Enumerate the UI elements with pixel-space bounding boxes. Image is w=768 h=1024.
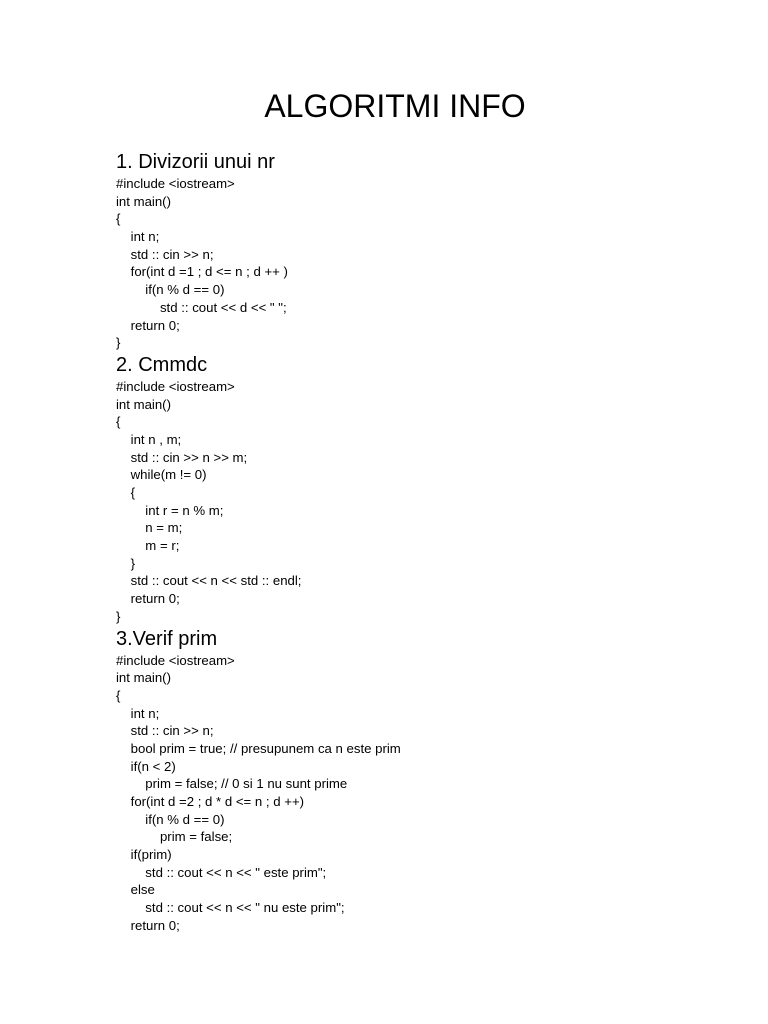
code-line: std :: cout << n << " nu este prim";: [116, 900, 345, 916]
code-line: int n;: [116, 705, 160, 721]
code-line: {: [116, 414, 121, 430]
code-line: std :: cin >> n;: [116, 246, 214, 262]
code-line: while(m != 0): [116, 467, 207, 483]
document-body: [116, 149, 736, 935]
code-line: {: [116, 485, 136, 500]
code-line: if(n < 2): [116, 758, 176, 774]
code-line: }: [116, 335, 121, 351]
code-block: [116, 652, 736, 935]
code-line: std :: cin >> n >> m;: [116, 449, 248, 465]
code-line: else: [116, 882, 155, 898]
code-line: bool prim = true; // presupunem ca n este prim: [116, 740, 401, 756]
code-line: #include <iostream>: [116, 378, 235, 394]
page-title: ALGORITMI INFO: [264, 88, 526, 124]
code-line: if(n % d == 0): [116, 282, 225, 298]
code-line: #include <iostream>: [116, 652, 235, 668]
code-line: return 0;: [116, 317, 180, 333]
code-block: [116, 378, 736, 626]
code-line: for(int d =2 ; d * d <= n ; d ++): [116, 794, 305, 809]
code-line: {: [116, 687, 121, 703]
code-line: int main(): [116, 193, 171, 209]
code-line: }: [116, 555, 136, 571]
code-line: if(n % d == 0): [116, 811, 225, 827]
section-cmmdc: [116, 352, 736, 626]
code-line: return 0;: [116, 591, 180, 607]
code-line: m = r;: [116, 538, 180, 554]
code-line: std :: cout << n << std :: endl;: [116, 573, 302, 589]
code-line: std :: cin >> n;: [116, 723, 214, 739]
code-line: }: [116, 608, 121, 624]
code-line: return 0;: [116, 917, 180, 933]
section-heading: 3.Verif prim: [116, 627, 218, 650]
code-line: prim = false;: [116, 829, 233, 845]
section-heading: 2. Cmmdc: [116, 353, 208, 376]
section-divizori: [116, 149, 736, 352]
code-line: if(prim): [116, 847, 172, 863]
code-line: {: [116, 211, 121, 227]
code-line: int main(): [116, 396, 171, 412]
code-line: std :: cout << d << " ";: [116, 299, 287, 315]
code-line: int main(): [116, 670, 171, 686]
code-block: [116, 175, 736, 352]
code-line: n = m;: [116, 520, 183, 536]
code-line: int n , m;: [116, 431, 182, 447]
code-line: std :: cout << n << " este prim";: [116, 864, 327, 880]
section-verif-prim: [116, 626, 736, 935]
code-line: #include <iostream>: [116, 176, 235, 191]
code-line: int r = n % m;: [116, 502, 224, 518]
code-line: int n;: [116, 229, 160, 245]
code-line: prim = false; // 0 si 1 nu sunt prime: [116, 776, 348, 792]
section-heading: 1. Divizorii unui nr: [116, 151, 275, 173]
code-line: for(int d =1 ; d <= n ; d ++ ): [116, 264, 288, 280]
